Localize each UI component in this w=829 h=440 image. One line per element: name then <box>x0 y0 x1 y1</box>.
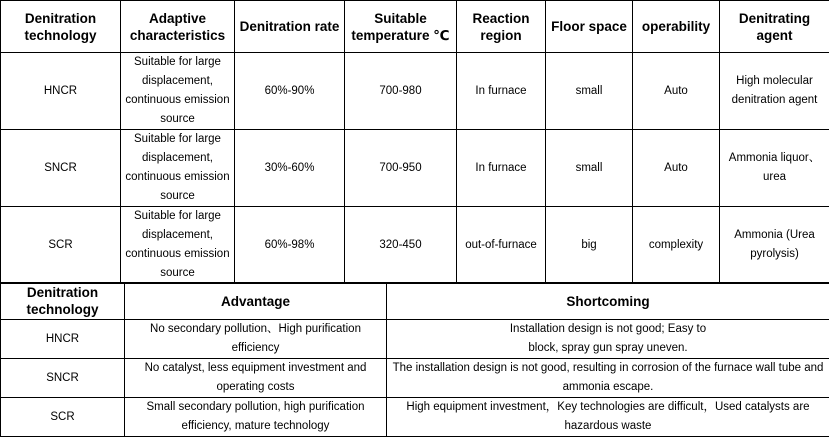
table-cell: out-of-furnace <box>457 207 546 284</box>
header-cell: Adaptive characteristics <box>121 1 235 53</box>
table-cell: Suitable for large displacement, continuous emission source <box>121 130 235 207</box>
table-cell: In furnace <box>457 130 546 207</box>
table-cell: Suitable for large displacement, continuous emission source <box>121 53 235 130</box>
table-cell: 320-450 <box>345 207 457 284</box>
table-cell: 700-980 <box>345 53 457 130</box>
table-cell: The installation design is not good, resulting in corrosion of the furnace wall tube and ammonia escape. <box>387 359 829 398</box>
table-header-row <box>1 283 829 320</box>
comparison-table-pros-cons <box>0 282 829 437</box>
header-cell: Denitrating agent <box>720 1 829 53</box>
header-cell: Suitable temperature ℃ <box>345 1 457 53</box>
table-row <box>1 207 829 284</box>
table-cell: SCR <box>1 398 125 437</box>
table-cell: Ammonia (Urea pyrolysis) <box>720 207 829 284</box>
table-row <box>1 130 829 207</box>
table-cell: 60%-90% <box>235 53 345 130</box>
table-cell: Installation design is not good; Easy to block, spray gun spray uneven. <box>387 320 829 359</box>
table-cell: SCR <box>1 207 121 284</box>
table-cell: High molecular denitration agent <box>720 53 829 130</box>
table-cell: Suitable for large displacement, continuous emission source <box>121 207 235 284</box>
table-cell: Auto <box>633 53 720 130</box>
table-cell: SNCR <box>1 130 121 207</box>
table-cell: 700-950 <box>345 130 457 207</box>
table-cell: 60%-98% <box>235 207 345 284</box>
table-cell: High equipment investment，Key technologies are difficult，Used catalysts are hazardous waste <box>387 398 829 437</box>
table-row <box>1 53 829 130</box>
header-cell: Floor space <box>546 1 633 53</box>
table-cell: HNCR <box>1 320 125 359</box>
header-cell: Denitration rate <box>235 1 345 53</box>
header-cell: operability <box>633 1 720 53</box>
header-cell: Shortcoming <box>387 283 829 320</box>
table-header-row <box>1 1 829 53</box>
table-row <box>1 320 829 359</box>
table-cell: SNCR <box>1 359 125 398</box>
table-row <box>1 398 829 437</box>
table-cell: complexity <box>633 207 720 284</box>
header-cell: Advantage <box>125 283 387 320</box>
table-cell: Auto <box>633 130 720 207</box>
table-cell: In furnace <box>457 53 546 130</box>
table-cell: small <box>546 130 633 207</box>
table-cell: small <box>546 53 633 130</box>
header-cell: Denitration technology <box>1 1 121 53</box>
header-cell: Reaction region <box>457 1 546 53</box>
table-cell: No catalyst, less equipment investment and operating costs <box>125 359 387 398</box>
table-cell: HNCR <box>1 53 121 130</box>
table-cell: Ammonia liquor、urea <box>720 130 829 207</box>
header-cell: Denitration technology <box>1 283 125 320</box>
table-cell: big <box>546 207 633 284</box>
table-row <box>1 359 829 398</box>
table-cell: Small secondary pollution, high purification efficiency, mature technology <box>125 398 387 437</box>
table-cell: 30%-60% <box>235 130 345 207</box>
table-cell: No secondary pollution、High purification efficiency <box>125 320 387 359</box>
